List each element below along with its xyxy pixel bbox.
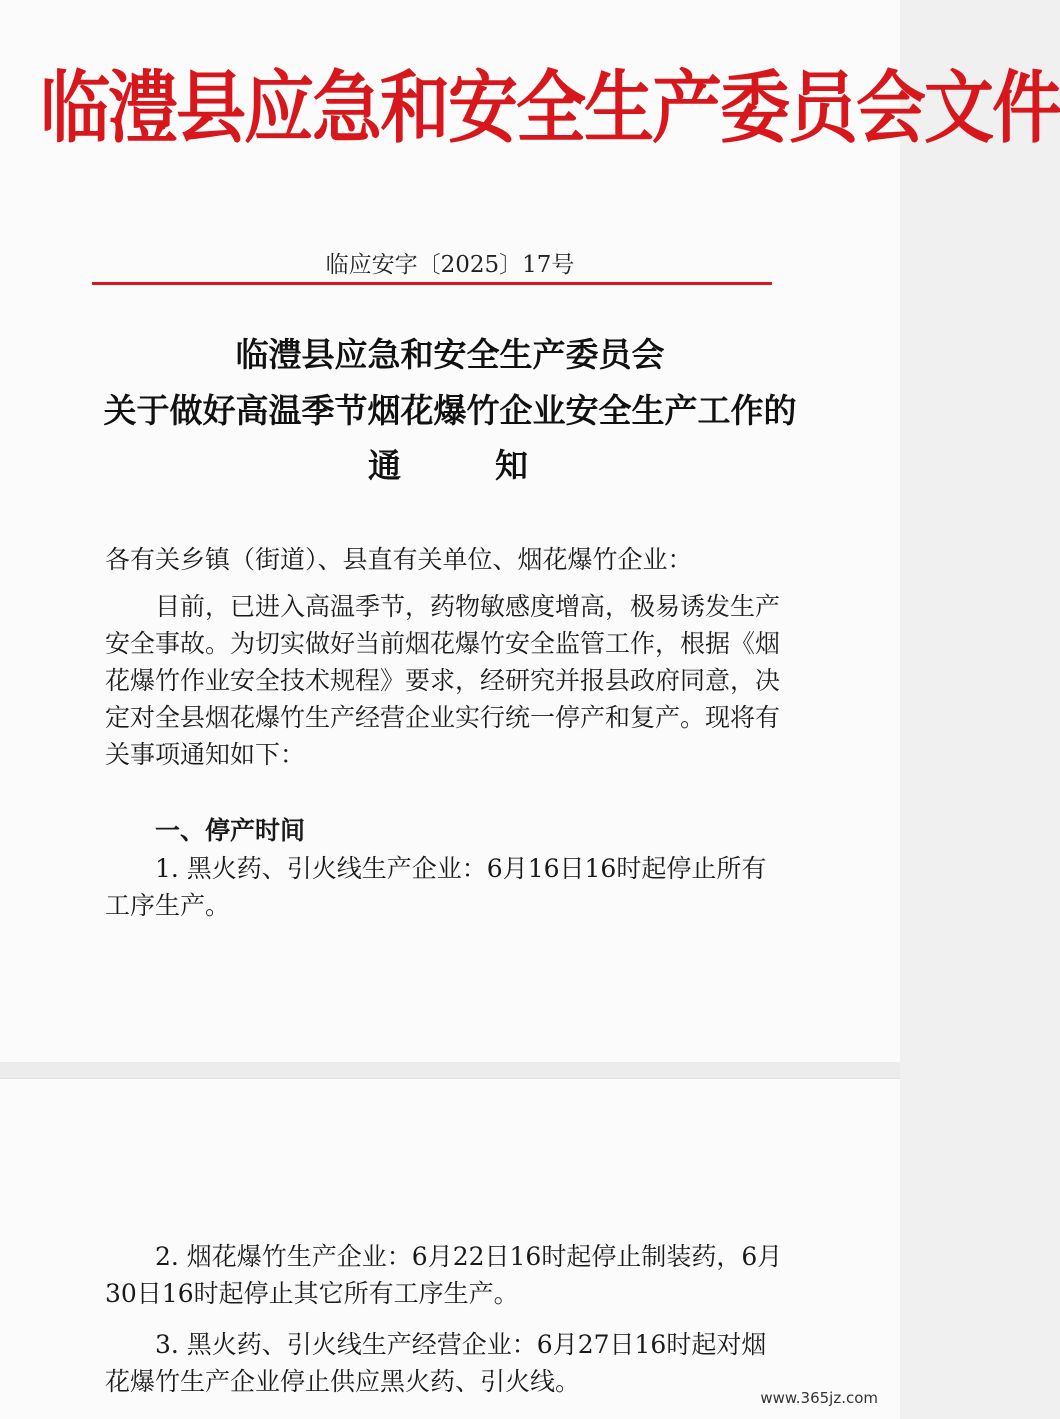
red-divider-line [92,282,772,285]
title-char-zhi: 知 [495,446,532,485]
title-line-1: 临澧县应急和安全生产委员会 [235,335,665,374]
site-watermark: www.365jz.com [760,1389,878,1407]
salutation: 各有关乡镇（街道）、县直有关单位、烟花爆竹企业： [105,545,693,574]
issuer-banner: 临澧县应急和安全生产委员会文件 [40,62,1060,154]
title-line-3 [0,445,900,487]
list-item-3: 3. 黑火药、引火线生产经营企业：6月27日16时起对烟花爆竹生产企业停止供应黑火药、引火线。 [105,1330,767,1396]
intro-paragraph: 目前，已进入高温季节，药物敏感度增高，极易诱发生产安全事故。为切实做好当前烟花爆竹安全监管工作，根据《烟花爆竹作业安全技术规程》要求，经研究并报县政府同意，决定对全县烟花爆竹生产经营企业实行统一停产和复产。现将有关事项通知如下： [105,592,781,769]
document-number: 临应安字〔2025〕17号 [325,252,575,278]
page-gap [0,1062,900,1078]
list-item-1: 1. 黑火药、引火线生产企业：6月16日16时起停止所有工序生产。 [105,854,767,920]
section-heading-shutdown-time: 一、停产时间 [155,816,306,845]
list-item-2: 2. 烟花爆竹生产企业：6月22日16时起停止制装药，6月30日16时起停止其它所有工序生产。 [105,1242,783,1308]
title-line-2: 关于做好高温季节烟花爆竹企业安全生产工作的 [103,391,797,430]
title-char-tong: 通 [368,446,405,485]
